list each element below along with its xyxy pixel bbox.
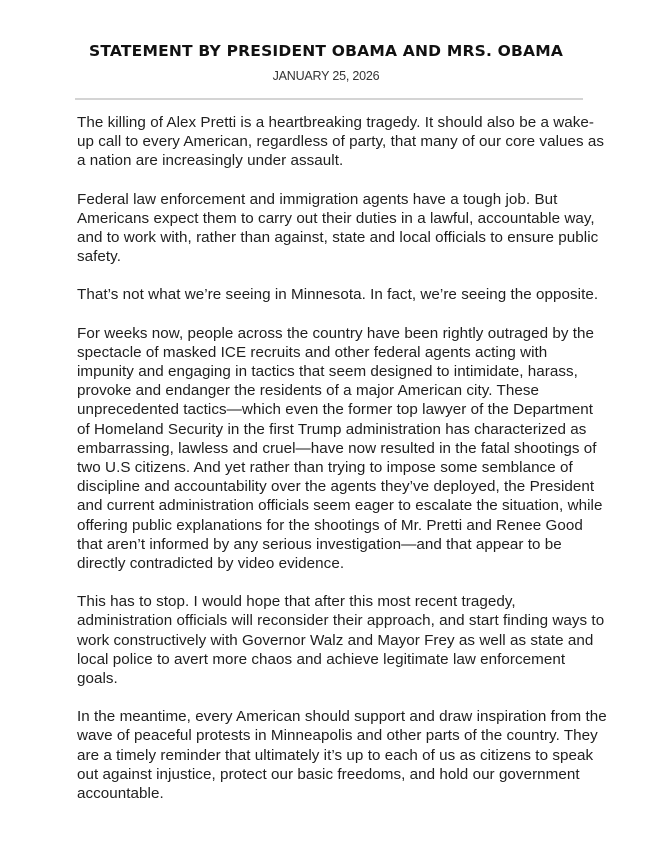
statement-date: JANUARY 25, 2026 bbox=[272, 69, 380, 83]
paragraph-2: Federal law enforcement and immigration agents have a tough job. But Americans expect them to carry out their duties in a lawful, accountable way, and to work with, rather than against, state and local officials to ensure public safety. bbox=[77, 190, 599, 266]
paragraph-4: For weeks now, people across the country have been rightly outraged by the spectacle of masked ICE recruits and other federal agents acting with impunity and engaging in tactics that seem designed to intimidate, harass, provoke and endanger the residents of a major American city. These unprecedented tactics—which even the former top lawyer of the Department of Homeland Security in the first Trump administration has characterized as embarrassing, lawless and cruel—have now resulted in the fatal shootings of two U.S citizens. And yet rather than trying to impose some semblance of discipline and accountability over the agents they’ve deployed, the President and current administration officials seem eager to escalate the situation, while offering public explanations for the shootings of Mr. Pretti and Renee Good that aren’t informed by any serious investigation—and that appear to be directly contradicted by video evidence. bbox=[77, 324, 603, 573]
paragraph-6: In the meantime, every American should support and draw inspiration from the wave of peaceful protests in Minneapolis and other parts of the country. They are a timely reminder that ultimately it’s up to each of us as citizens to speak out against injustice, protect our basic freedoms, and hold our government accountable. bbox=[77, 708, 607, 803]
paragraph-5: This has to stop. I would hope that after this most recent tragedy, administration officials will reconsider their approach, and start finding ways to work constructively with Governor Walz and Mayor Frey as well as state and local police to avert more chaos and achieve legitimate law enforcement goals. bbox=[77, 593, 605, 688]
paragraph-3: That’s not what we’re seeing in Minnesota. In fact, we’re seeing the opposite. bbox=[77, 286, 599, 304]
statement-body bbox=[77, 113, 607, 822]
page-title: STATEMENT BY PRESIDENT OBAMA AND MRS. OBAMA bbox=[88, 42, 564, 60]
header-divider bbox=[75, 98, 583, 100]
statement-header bbox=[0, 40, 652, 84]
paragraph-1: The killing of Alex Pretti is a heartbreaking tragedy. It should also be a wake-up call to every American, regardless of party, that many of our core values as a nation are increasingly under assault. bbox=[77, 114, 605, 170]
